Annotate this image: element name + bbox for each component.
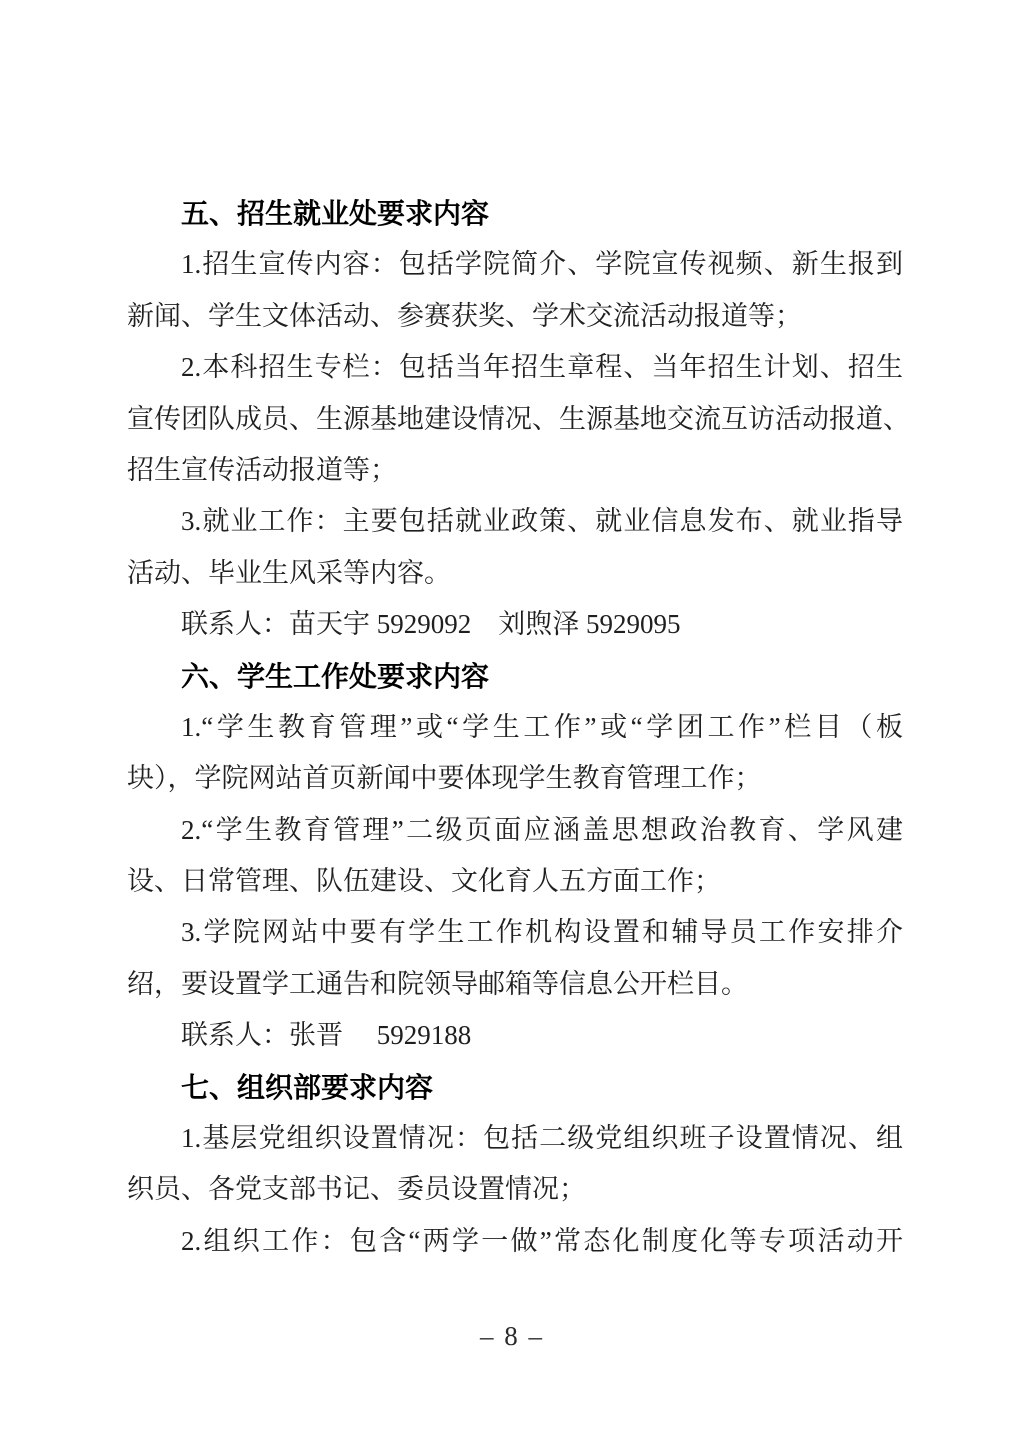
body-text-line: 2.组织工作：包含“两学一做”常态化制度化等专项活动开 <box>181 1225 903 1256</box>
body-text-line: 1.“学生教育管理”或“学生工作”或“学团工作”栏目（板 <box>181 711 903 742</box>
body-text-line: 3.就业工作：主要包括就业政策、就业信息发布、就业指导 <box>181 506 903 537</box>
document-content <box>127 188 910 1267</box>
body-text-line: 1.招生宣传内容：包括学院简介、学院宣传视频、新生报到 <box>181 249 903 280</box>
body-text-line: 2.“学生教育管理”二级页面应涵盖思想政治教育、学风建 <box>181 814 903 845</box>
body-text-line: 1.基层党组织设置情况：包括二级党组织班子设置情况、组 <box>181 1123 903 1154</box>
page-number: – 8 – <box>480 1321 544 1351</box>
section-heading: 七、组织部要求内容 <box>181 1071 434 1103</box>
body-text-line: 联系人：苗天宇 5929092 刘煦泽 5929095 <box>181 609 681 640</box>
body-text-line: 招生宣传活动报道等； <box>127 454 397 485</box>
body-text-line: 联系人：张晋 5929188 <box>181 1020 472 1051</box>
body-text-line: 活动、毕业生风采等内容。 <box>127 557 451 588</box>
page-footer <box>0 1321 1024 1351</box>
body-text-line: 块），学院网站首页新闻中要体现学生教育管理工作； <box>127 763 762 794</box>
body-text-line: 织员、各党支部书记、委员设置情况； <box>127 1174 586 1205</box>
section-heading: 五、招生就业处要求内容 <box>181 198 490 229</box>
body-text-line: 2.本科招生专栏：包括当年招生章程、当年招生计划、招生 <box>181 352 903 383</box>
body-text-line: 3.学院网站中要有学生工作机构设置和辅导员工作安排介 <box>181 917 903 948</box>
body-text-line: 绍，要设置学工通告和院领导邮箱等信息公开栏目。 <box>127 968 748 999</box>
body-text-line: 设、日常管理、队伍建设、文化育人五方面工作； <box>127 866 721 897</box>
body-text-line: 新闻、学生文体活动、参赛获奖、学术交流活动报道等； <box>127 300 802 331</box>
section-heading: 六、学生工作处要求内容 <box>181 660 490 692</box>
body-text-line: 宣传团队成员、生源基地建设情况、生源基地交流互访活动报道、 <box>127 403 910 434</box>
